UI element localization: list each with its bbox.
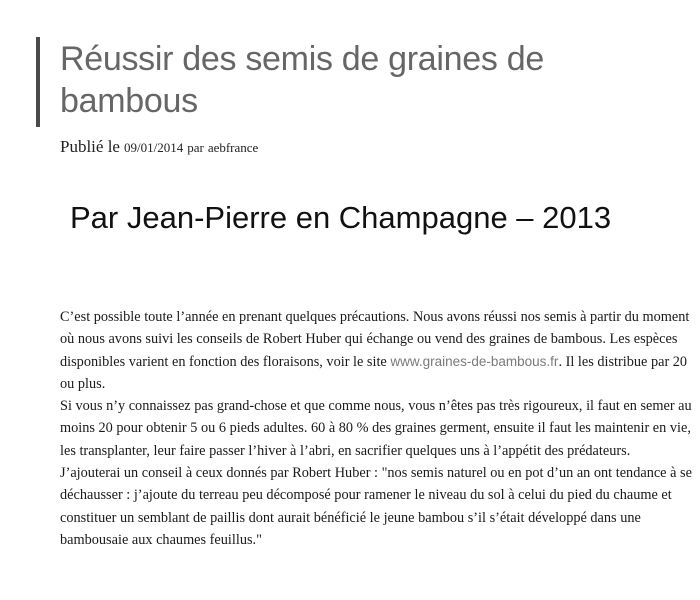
subtitle-text: Par Jean-Pierre en Champagne – 2013 <box>70 200 612 235</box>
paragraph-1 <box>60 306 692 395</box>
title-accent-bar <box>36 37 40 127</box>
by-label: par <box>187 140 204 155</box>
seed-site-link[interactable]: www.graines-de-bambous.fr <box>390 353 559 369</box>
published-label: Publié le <box>60 137 120 156</box>
post-meta <box>60 137 258 157</box>
article-body <box>60 306 692 551</box>
article-title: Réussir des semis de graines de bambous <box>60 40 544 120</box>
paragraph-1-text: C’est possible toute l’année en prenant quelques précautions. Nous avons réussi nos semis à partir du moment où nous avons suivi les conseils de Robert Huber qui échange ou vend des graines de bambous. Les espèces disponibles varient en fonction des floraisons, voir le site <box>60 309 690 370</box>
article-subtitle <box>62 200 682 235</box>
publish-date: 09/01/2014 <box>123 140 184 155</box>
paragraph-3: J’ajouterai un conseil à ceux donnés par Robert Huber : "nos semis naturel ou en pot d’un an ont tendance à se déchausser : j’ajoute du terreau peu décomposé pour ramener le niveau du sol à celui du pied du chaume et constituer un semblant de paillis dont aurait bénéficié le jeune bambou s’il s’était développé dans une bambousaie aux chaumes feuillus." <box>60 465 692 548</box>
paragraph-1-end: . Il les distribue par 20 ou plus. <box>60 353 688 392</box>
author-name: aebfrance <box>207 140 259 155</box>
paragraph-2: Si vous n’y connaissez pas grand-chose et que comme nous, vous n’êtes pas très rigoureux, il faut en semer au moins 20 pour obtenir 5 ou 6 pieds adultes. 60 à 80 % des graines germent, ensuite il faut les maintenir en vie, les transplanter, leur faire passer l’hiver à l’abri, en sacrifier quelques uns à l’appétit des prédateurs. <box>60 398 692 459</box>
